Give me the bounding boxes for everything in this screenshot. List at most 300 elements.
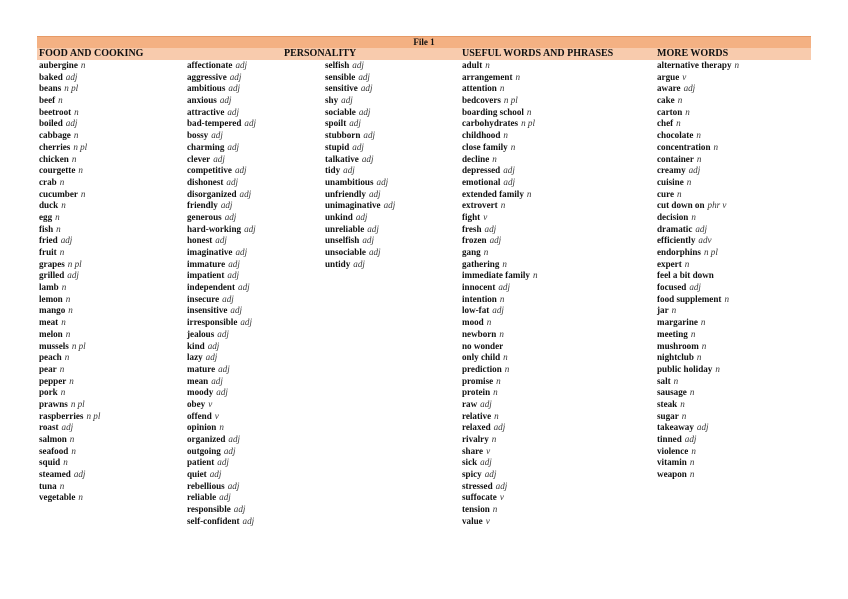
vocab-word: tension xyxy=(462,504,490,515)
vocab-entry xyxy=(187,434,256,446)
part-of-speech: adj xyxy=(60,235,73,246)
part-of-speech: n xyxy=(496,375,501,386)
vocab-entry xyxy=(325,177,395,189)
part-of-speech: n xyxy=(485,60,490,70)
vocab-entry xyxy=(39,294,100,306)
vocab-entry xyxy=(39,352,100,364)
part-of-speech: n xyxy=(700,317,706,328)
part-of-speech: adj xyxy=(684,434,697,444)
vocab-entry xyxy=(39,376,100,388)
vocab-word: quiet xyxy=(187,469,207,480)
vocab-word: aware xyxy=(657,83,681,94)
vocab-entry xyxy=(462,329,537,341)
vocab-entry xyxy=(462,481,537,493)
vocab-entry xyxy=(187,352,256,364)
vocab-entry xyxy=(39,270,100,282)
vocab-word: steamed xyxy=(39,469,71,480)
part-of-speech: adj xyxy=(696,422,709,433)
vocab-word: hard-working xyxy=(187,223,242,234)
part-of-speech: n xyxy=(684,258,690,269)
vocab-entry xyxy=(325,95,395,107)
part-of-speech: adj xyxy=(498,282,510,293)
part-of-speech: n xyxy=(677,188,682,199)
part-of-speech: adv xyxy=(698,235,712,246)
vocab-word: charming xyxy=(187,141,225,152)
part-of-speech: adj xyxy=(229,71,242,82)
vocab-word: unimaginative xyxy=(325,200,381,211)
vocab-entry xyxy=(187,270,256,282)
vocab-word: mood xyxy=(462,317,484,328)
part-of-speech: n xyxy=(689,387,695,398)
vocab-word: food supplement xyxy=(657,293,722,304)
vocab-word: boiled xyxy=(39,118,63,129)
part-of-speech: adj xyxy=(355,211,368,222)
part-of-speech: adj xyxy=(220,200,233,211)
vocab-entry xyxy=(187,60,256,72)
part-of-speech: adj xyxy=(61,422,74,433)
part-of-speech: n xyxy=(526,188,532,199)
vocab-word: unkind xyxy=(325,211,353,222)
vocab-word: honest xyxy=(187,235,213,246)
vocab-entry xyxy=(657,282,739,294)
vocab-entry xyxy=(187,189,256,201)
vocab-word: stupid xyxy=(325,141,350,152)
part-of-speech: adj xyxy=(480,457,492,468)
part-of-speech: adj xyxy=(211,375,223,386)
vocab-entry xyxy=(187,177,256,189)
vocab-entry xyxy=(187,376,256,388)
vocab-entry xyxy=(657,341,739,353)
vocab-entry xyxy=(187,329,256,341)
vocab-entry xyxy=(462,83,537,95)
vocab-word: attention xyxy=(462,83,497,94)
vocab-word: competitive xyxy=(187,165,232,176)
vocab-entry xyxy=(657,165,739,177)
vocab-entry xyxy=(657,189,739,201)
vocab-word: feel a bit down xyxy=(657,270,714,281)
vocab-word: sensible xyxy=(325,71,356,82)
header-useful-words: USEFUL WORDS AND PHRASES xyxy=(462,48,614,59)
vocab-word: rivalry xyxy=(462,434,489,444)
part-of-speech: n xyxy=(65,293,71,304)
vocab-word: jar xyxy=(657,305,669,316)
vocab-entry xyxy=(657,294,739,306)
part-of-speech: adj xyxy=(341,95,353,106)
vocab-entry xyxy=(462,282,537,294)
vocab-entry xyxy=(462,457,537,469)
vocab-entry xyxy=(39,118,100,130)
vocab-entry xyxy=(39,177,100,189)
vocab-entry xyxy=(657,305,739,317)
header-more-words: MORE WORDS xyxy=(657,48,729,59)
part-of-speech: n xyxy=(64,352,70,363)
part-of-speech: n xyxy=(532,270,538,281)
part-of-speech: adj xyxy=(227,270,240,281)
vocab-word: raw xyxy=(462,398,478,409)
part-of-speech: adj xyxy=(343,165,355,176)
vocab-word: vegetable xyxy=(39,492,76,503)
part-of-speech: adj xyxy=(489,235,502,246)
vocab-entry xyxy=(462,130,537,142)
part-of-speech: n xyxy=(671,305,677,316)
vocab-entry xyxy=(657,177,739,189)
vocab-word: opinion xyxy=(187,422,217,433)
vocab-entry xyxy=(187,282,256,294)
vocab-entry xyxy=(39,83,100,95)
vocab-word: raspberries xyxy=(39,410,84,421)
vocab-word: stressed xyxy=(462,480,493,491)
part-of-speech: adj xyxy=(205,352,218,363)
part-of-speech: n pl xyxy=(703,247,718,257)
vocab-word: salt xyxy=(657,375,671,386)
part-of-speech: n xyxy=(80,188,86,199)
part-of-speech: n xyxy=(61,317,66,328)
vocab-entry xyxy=(462,399,537,411)
vocab-word: fruit xyxy=(39,247,57,257)
vocab-word: chef xyxy=(657,118,674,129)
vocab-entry xyxy=(657,235,739,247)
vocab-word: emotional xyxy=(462,176,501,187)
vocab-entry xyxy=(39,399,100,411)
part-of-speech: n xyxy=(500,200,506,211)
part-of-speech: v xyxy=(483,211,488,222)
part-of-speech: adj xyxy=(217,328,229,339)
part-of-speech: adj xyxy=(207,340,220,351)
vocab-entry xyxy=(325,224,395,236)
part-of-speech: adj xyxy=(215,235,227,246)
vocab-word: extended family xyxy=(462,188,524,199)
part-of-speech: n xyxy=(68,305,73,316)
vocab-entry xyxy=(187,317,256,329)
part-of-speech: n xyxy=(503,352,508,363)
part-of-speech: n xyxy=(69,375,74,386)
vocab-entry xyxy=(39,165,100,177)
vocab-entry xyxy=(325,142,395,154)
vocab-entry xyxy=(657,270,739,282)
vocab-word: spoilt xyxy=(325,118,347,129)
part-of-speech: n xyxy=(74,106,79,117)
vocab-entry xyxy=(187,294,256,306)
vocab-word: childhood xyxy=(462,130,501,141)
part-of-speech: adj xyxy=(228,83,241,94)
vocab-entry xyxy=(187,457,256,469)
vocab-entry xyxy=(187,200,256,212)
vocab-entry xyxy=(187,504,256,516)
vocab-entry xyxy=(39,212,100,224)
part-of-speech: adj xyxy=(65,118,78,129)
vocab-word: intention xyxy=(462,293,497,304)
vocab-word: mean xyxy=(187,375,209,386)
vocab-word: obey xyxy=(187,398,206,409)
vocab-word: protein xyxy=(462,387,491,398)
part-of-speech: adj xyxy=(368,188,381,199)
part-of-speech: n xyxy=(59,363,65,374)
vocab-entry xyxy=(462,317,537,329)
vocab-word: newborn xyxy=(462,328,497,339)
vocab-entry xyxy=(187,72,256,84)
vocab-word: cut down on xyxy=(657,200,705,211)
vocab-entry xyxy=(462,212,537,224)
part-of-speech: n pl xyxy=(521,118,535,129)
vocab-word: unambitious xyxy=(325,176,374,187)
vocabulary-sheet xyxy=(37,36,811,60)
vocab-word: cure xyxy=(657,188,675,199)
vocab-entry xyxy=(187,399,256,411)
part-of-speech: adj xyxy=(358,71,370,82)
part-of-speech: adj xyxy=(227,106,239,117)
vocab-entry xyxy=(657,399,739,411)
part-of-speech: adj xyxy=(353,258,365,269)
part-of-speech: adj xyxy=(211,130,223,141)
part-of-speech: adj xyxy=(484,469,497,480)
vocab-word: lazy xyxy=(187,352,203,363)
part-of-speech: adj xyxy=(363,130,376,141)
vocab-entry xyxy=(187,387,256,399)
vocab-word: efficiently xyxy=(657,235,696,246)
vocab-word: public holiday xyxy=(657,363,713,374)
vocab-word: depressed xyxy=(462,165,501,176)
part-of-speech: adj xyxy=(244,118,257,129)
vocab-entry xyxy=(325,130,395,142)
vocab-entry xyxy=(462,165,537,177)
vocab-entry xyxy=(462,411,537,423)
part-of-speech: adj xyxy=(227,480,240,491)
vocab-entry xyxy=(187,154,256,166)
part-of-speech: n xyxy=(686,176,692,187)
vocab-entry xyxy=(39,317,100,329)
vocab-word: generous xyxy=(187,211,222,222)
vocab-word: innocent xyxy=(462,282,496,293)
vocab-word: expert xyxy=(657,258,682,269)
vocab-word: immediate family xyxy=(462,270,530,281)
vocab-word: unreliable xyxy=(325,223,365,234)
vocab-word: cucumber xyxy=(39,188,78,199)
vocab-word: cabbage xyxy=(39,130,71,141)
vocab-word: anxious xyxy=(187,95,217,106)
part-of-speech: n xyxy=(673,375,679,386)
part-of-speech: adj xyxy=(695,223,707,234)
vocab-word: baked xyxy=(39,71,63,82)
vocab-word: jealous xyxy=(187,328,215,339)
vocab-entry xyxy=(657,422,739,434)
column-personality-1 xyxy=(187,60,256,528)
vocab-entry xyxy=(657,107,739,119)
vocab-word: peach xyxy=(39,352,62,363)
part-of-speech: adj xyxy=(244,223,256,234)
vocab-word: salmon xyxy=(39,434,67,444)
part-of-speech: adj xyxy=(234,165,247,176)
vocab-entry xyxy=(462,492,537,504)
vocab-word: moody xyxy=(187,387,214,398)
vocab-entry xyxy=(657,224,739,236)
vocab-entry xyxy=(462,200,537,212)
part-of-speech: v xyxy=(486,445,491,456)
part-of-speech: n xyxy=(69,434,75,444)
vocab-entry xyxy=(187,83,256,95)
vocab-entry xyxy=(325,72,395,84)
vocab-word: relaxed xyxy=(462,422,491,433)
part-of-speech: n xyxy=(503,130,508,141)
vocab-entry xyxy=(462,118,537,130)
part-of-speech: adj xyxy=(503,165,515,176)
vocab-word: pear xyxy=(39,363,57,374)
part-of-speech: adj xyxy=(480,398,492,409)
vocab-entry xyxy=(187,492,256,504)
vocab-entry xyxy=(39,130,100,142)
part-of-speech: n xyxy=(61,200,66,211)
vocab-word: aubergine xyxy=(39,60,78,70)
vocab-entry xyxy=(325,83,395,95)
vocab-word: frozen xyxy=(462,235,487,246)
vocab-word: steak xyxy=(657,398,678,409)
vocab-entry xyxy=(462,376,537,388)
vocab-word: container xyxy=(657,153,694,164)
vocab-entry xyxy=(462,270,537,282)
vocab-word: talkative xyxy=(325,153,359,164)
part-of-speech: adj xyxy=(688,165,701,176)
column-food-and-cooking xyxy=(39,60,100,504)
vocab-word: pepper xyxy=(39,375,67,386)
vocab-word: kind xyxy=(187,340,205,351)
part-of-speech: adj xyxy=(67,270,79,281)
part-of-speech: adj xyxy=(383,200,396,211)
vocab-word: endorphins xyxy=(657,247,701,257)
vocab-word: chocolate xyxy=(657,130,694,141)
part-of-speech: n xyxy=(499,328,504,339)
vocab-entry xyxy=(39,329,100,341)
vocab-entry xyxy=(657,469,739,481)
vocab-entry xyxy=(462,247,537,259)
part-of-speech: adj xyxy=(227,141,240,152)
part-of-speech: adj xyxy=(376,176,389,187)
part-of-speech: n pl xyxy=(86,410,101,421)
vocab-word: cherries xyxy=(39,141,71,152)
vocab-word: disorganized xyxy=(187,188,237,199)
part-of-speech: n pl xyxy=(67,258,82,269)
vocab-word: weapon xyxy=(657,469,687,480)
vocab-entry xyxy=(325,165,395,177)
vocab-word: focused xyxy=(657,282,687,293)
part-of-speech: n xyxy=(492,504,498,515)
part-of-speech: adj xyxy=(238,282,250,293)
vocab-entry xyxy=(187,364,256,376)
vocab-word: sausage xyxy=(657,387,687,398)
part-of-speech: n xyxy=(690,328,696,339)
vocab-entry xyxy=(462,177,537,189)
part-of-speech: n pl xyxy=(71,340,86,351)
vocab-entry xyxy=(39,95,100,107)
vocab-entry xyxy=(462,469,537,481)
vocab-entry xyxy=(39,189,100,201)
vocab-entry xyxy=(325,235,395,247)
vocab-word: crab xyxy=(39,176,57,187)
part-of-speech: adj xyxy=(493,422,506,433)
vocab-word: reliable xyxy=(187,492,217,503)
vocab-word: selfish xyxy=(325,60,350,70)
column-more-words xyxy=(657,60,739,481)
part-of-speech: adj xyxy=(228,434,241,444)
vocab-entry xyxy=(462,224,537,236)
vocab-word: grapes xyxy=(39,258,65,269)
part-of-speech: n pl xyxy=(70,398,85,409)
vocab-word: attractive xyxy=(187,106,225,117)
vocab-word: vitamin xyxy=(657,457,687,468)
vocab-entry xyxy=(39,224,100,236)
vocab-entry xyxy=(462,154,537,166)
vocab-word: immature xyxy=(187,258,226,269)
vocab-word: impatient xyxy=(187,270,225,281)
vocab-word: extrovert xyxy=(462,200,498,211)
part-of-speech: adj xyxy=(224,211,237,222)
vocab-word: friendly xyxy=(187,200,218,211)
vocab-entry xyxy=(325,154,395,166)
part-of-speech: n xyxy=(59,247,65,257)
part-of-speech: n pl xyxy=(503,95,518,106)
part-of-speech: adj xyxy=(213,153,225,164)
vocab-word: outgoing xyxy=(187,445,221,456)
vocab-entry xyxy=(657,446,739,458)
vocab-word: meat xyxy=(39,317,59,328)
vocab-entry xyxy=(657,200,739,212)
part-of-speech: v xyxy=(499,492,504,503)
vocab-entry xyxy=(187,259,256,271)
part-of-speech: n xyxy=(63,457,68,468)
vocab-word: irresponsible xyxy=(187,317,238,328)
part-of-speech: adj xyxy=(361,153,374,164)
vocab-entry xyxy=(187,130,256,142)
part-of-speech: n xyxy=(676,118,681,129)
vocab-entry xyxy=(187,235,256,247)
vocab-word: close family xyxy=(462,141,508,152)
vocab-entry xyxy=(325,247,395,259)
part-of-speech: n xyxy=(78,492,83,503)
part-of-speech: n xyxy=(677,95,683,106)
part-of-speech: n xyxy=(493,387,498,398)
vocab-word: value xyxy=(462,515,483,526)
column-headers xyxy=(37,48,811,60)
vocab-word: dramatic xyxy=(657,223,693,234)
part-of-speech: n xyxy=(681,410,687,421)
vocab-entry xyxy=(187,469,256,481)
vocab-word: self-confident xyxy=(187,515,240,526)
vocab-word: no wonder xyxy=(462,340,504,351)
part-of-speech: n xyxy=(80,60,86,70)
part-of-speech: n xyxy=(486,317,492,328)
vocab-word: fresh xyxy=(462,223,482,234)
vocab-entry xyxy=(657,317,739,329)
part-of-speech: adj xyxy=(235,247,248,257)
vocab-word: lemon xyxy=(39,293,63,304)
vocab-entry xyxy=(187,118,256,130)
part-of-speech: n xyxy=(715,363,720,374)
vocab-word: creamy xyxy=(657,165,686,176)
vocab-word: spicy xyxy=(462,469,482,480)
part-of-speech: adj xyxy=(209,469,222,480)
vocab-word: nightclub xyxy=(657,352,694,363)
vocab-word: fish xyxy=(39,223,54,234)
part-of-speech: n xyxy=(689,469,695,480)
part-of-speech: n xyxy=(689,457,695,468)
vocab-entry xyxy=(462,60,537,72)
vocab-entry xyxy=(657,329,739,341)
vocab-word: violence xyxy=(657,445,689,456)
vocab-word: beetroot xyxy=(39,106,72,117)
part-of-speech: n xyxy=(696,153,702,164)
vocab-word: insensitive xyxy=(187,305,228,316)
vocab-word: beans xyxy=(39,83,62,94)
part-of-speech: n xyxy=(499,83,505,94)
part-of-speech: n xyxy=(492,153,497,164)
